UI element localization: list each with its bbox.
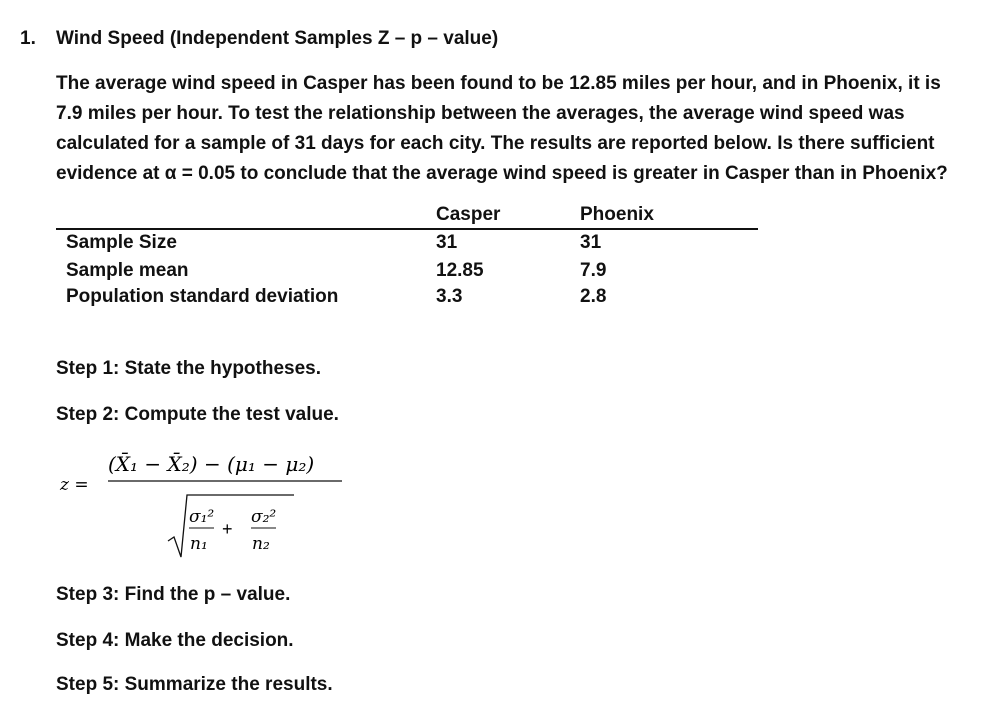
step-3: Step 3: Find the p – value.	[56, 584, 291, 605]
cell-casper-sample-mean: 12.85	[436, 260, 484, 281]
problem-line-3: calculated for a sample of 31 days for each city. The results are reported below. Is there sufficient	[56, 133, 935, 154]
formula-sigma2-squared: σ₂²	[251, 507, 277, 527]
column-header-phoenix: Phoenix	[580, 204, 654, 225]
column-header-casper: Casper	[436, 204, 501, 225]
formula-n1: n₁	[190, 534, 208, 554]
problem-line-2: 7.9 miles per hour. To test the relationship between the averages, the average wind speed was	[56, 103, 905, 124]
step-4: Step 4: Make the decision.	[56, 630, 294, 651]
formula-sigma1-squared: σ₁²	[189, 507, 215, 527]
formula-lhs: z =	[60, 475, 89, 495]
row-label-population-sd: Population standard deviation	[66, 286, 339, 307]
formula-plus: +	[222, 519, 233, 539]
cell-phoenix-sample-mean: 7.9	[580, 260, 607, 281]
z-test-formula	[56, 445, 376, 565]
cell-casper-population-sd: 3.3	[436, 286, 463, 307]
problem-line-4: evidence at α = 0.05 to conclude that the average wind speed is greater in Casper than in Phoenix?	[56, 163, 948, 184]
formula-n2: n₂	[252, 534, 270, 554]
step-1: Step 1: State the hypotheses.	[56, 358, 322, 379]
problem-text	[56, 69, 976, 189]
problem-line-1: The average wind speed in Casper has been found to be 12.85 miles per hour, and in Phoenix, it is	[56, 73, 941, 94]
cell-casper-sample-size: 31	[436, 232, 458, 253]
table-header-rule	[56, 228, 758, 230]
problem-number: 1.	[20, 28, 36, 49]
formula-numerator: (X̄₁ − X̄₂) − (μ₁ − μ₂)	[108, 452, 315, 476]
step-5: Step 5: Summarize the results.	[56, 674, 333, 695]
row-label-sample-mean: Sample mean	[66, 260, 189, 281]
row-label-sample-size: Sample Size	[66, 232, 177, 253]
problem-title: Wind Speed (Independent Samples Z – p – value)	[56, 28, 499, 49]
cell-phoenix-population-sd: 2.8	[580, 286, 607, 307]
cell-phoenix-sample-size: 31	[580, 232, 602, 253]
step-2: Step 2: Compute the test value.	[56, 404, 339, 425]
